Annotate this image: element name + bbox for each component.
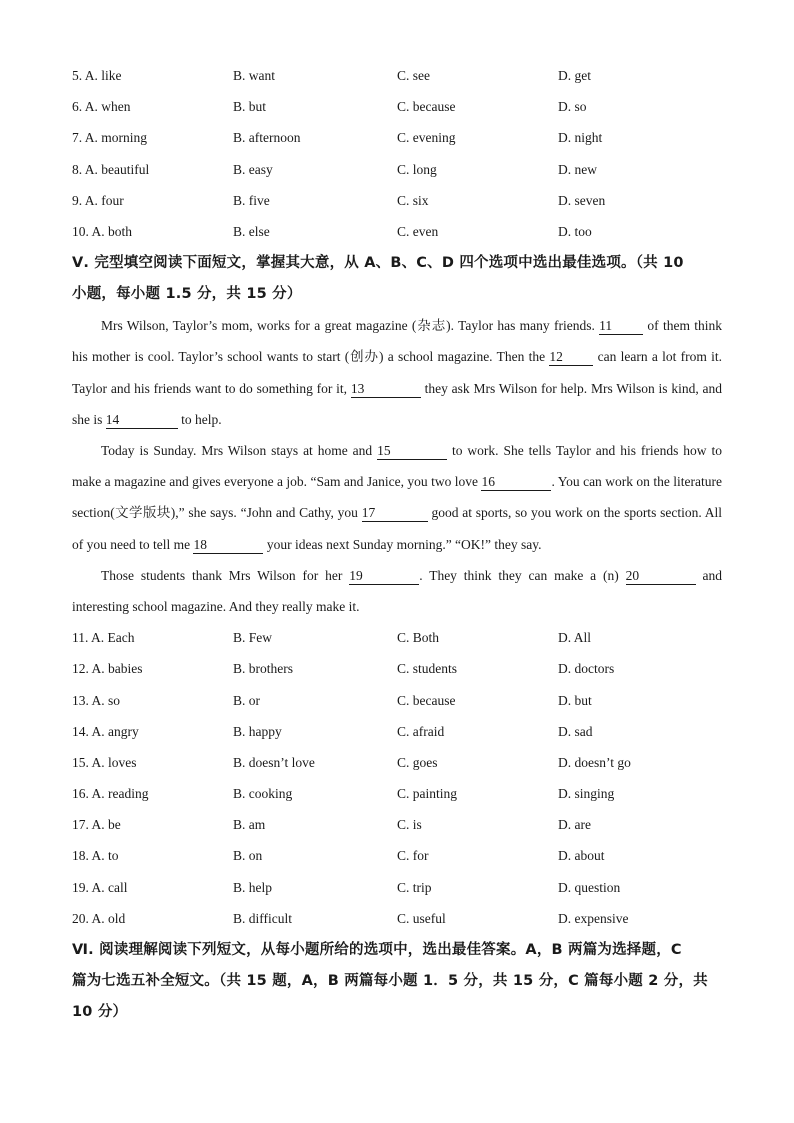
option-a: 13. A. so xyxy=(72,692,121,708)
option-c: C. Both xyxy=(397,630,440,646)
option-row xyxy=(72,622,722,653)
passage-text: can learn a lot from it. Taylor and his friends want to do something for it, xyxy=(72,349,723,396)
heading-line: 10 分） xyxy=(72,1004,128,1021)
option-b: B. but xyxy=(233,99,267,115)
option-b: B. difficult xyxy=(233,910,292,926)
passage-text: and interesting school magazine. And they really make it. xyxy=(72,567,722,614)
heading-line: Ⅴ. 完型填空阅读下面短文，掌握其大意，从 A、B、C、D 四个选项中选出最佳选项。（共 10 xyxy=(72,255,684,272)
option-c: C. for xyxy=(397,848,429,864)
blank-16: 16 xyxy=(481,474,551,491)
passage-text: . You can work on the literature section(文学版块),” she says. “John and Cathy, you xyxy=(72,474,723,521)
option-row xyxy=(72,653,722,684)
option-c: C. goes xyxy=(397,754,438,770)
section-heading-reading xyxy=(72,935,722,1028)
option-d: D. doctors xyxy=(558,661,615,677)
option-b: B. Few xyxy=(233,630,273,646)
option-a: 19. A. call xyxy=(72,879,128,895)
option-b: B. easy xyxy=(233,161,273,177)
option-d: D. sad xyxy=(558,723,593,739)
option-c: C. evening xyxy=(397,130,456,146)
option-row xyxy=(72,903,722,934)
option-row xyxy=(72,685,722,716)
option-a: 11. A. Each xyxy=(72,630,135,646)
option-a: 20. A. old xyxy=(72,910,126,926)
options-block-11-20 xyxy=(72,622,722,934)
heading-line: Ⅵ. 阅读理解阅读下列短文，从每小题所给的选项中，选出最佳答案。A，B 两篇为选择题，C xyxy=(72,942,682,959)
option-b: B. brothers xyxy=(233,661,293,677)
heading-line: 篇为七选五补全短文。（共 15 题，A，B 两篇每小题 1．5 分，共 15 分，C 篇每小题 2 分，共 xyxy=(72,973,708,990)
option-d: D. night xyxy=(558,130,603,146)
option-row xyxy=(72,840,722,871)
heading-line: 小题，每小题 1.5 分，共 15 分） xyxy=(72,286,302,303)
blank-11: 11 xyxy=(599,318,643,335)
passage-text: to help. xyxy=(177,411,222,427)
option-b: B. cooking xyxy=(233,786,293,802)
blank-20: 20 xyxy=(626,568,696,585)
passage-text: Those students thank Mrs Wilson for her xyxy=(101,567,350,583)
blank-17: 17 xyxy=(362,505,428,522)
option-b: B. am xyxy=(233,817,266,833)
option-a: 16. A. reading xyxy=(72,786,149,802)
option-a: 17. A. be xyxy=(72,817,121,833)
option-row xyxy=(72,716,722,747)
option-b: B. doesn’t love xyxy=(233,754,315,770)
option-d: D. too xyxy=(558,223,592,239)
passage-text: . They think they can make a (n) xyxy=(419,567,626,583)
option-b: B. on xyxy=(233,848,263,864)
option-row xyxy=(72,122,722,153)
option-row xyxy=(72,185,722,216)
blank-12: 12 xyxy=(549,349,593,366)
option-c: C. six xyxy=(397,192,429,208)
option-b: B. afternoon xyxy=(233,130,301,146)
option-c: C. afraid xyxy=(397,723,445,739)
passage-paragraph xyxy=(72,435,722,560)
option-a: 18. A. to xyxy=(72,848,119,864)
option-d: D. are xyxy=(558,817,591,833)
option-b: B. help xyxy=(233,879,272,895)
passage-text: they ask Mrs Wilson for help. Mrs Wilson is kind, and she is xyxy=(72,380,722,427)
option-row xyxy=(72,747,722,778)
blank-13: 13 xyxy=(351,381,421,398)
option-c: C. students xyxy=(397,661,458,677)
option-row xyxy=(72,778,722,809)
option-a: 8. A. beautiful xyxy=(72,161,150,177)
blank-14: 14 xyxy=(106,412,178,429)
option-a: 15. A. loves xyxy=(72,754,137,770)
option-c: C. long xyxy=(397,161,437,177)
option-d: D. but xyxy=(558,692,592,708)
passage-text: of them think his mother is cool. Taylor’s school wants to start (创办) a school magazine. Then the xyxy=(72,318,723,365)
passage-text: to work. She tells Taylor and his friends how to make a magazine and gives everyone a job. “Sam and Janice, you two love xyxy=(72,442,722,490)
option-d: D. about xyxy=(558,848,605,864)
option-row xyxy=(72,91,722,122)
option-d: D. singing xyxy=(558,786,615,802)
document-page xyxy=(72,60,722,1028)
option-row xyxy=(72,809,722,840)
option-d: D. question xyxy=(558,879,621,895)
option-c: C. even xyxy=(397,223,439,239)
option-a: 6. A. when xyxy=(72,99,131,115)
passage-text: Today is Sunday. Mrs Wilson stays at home and xyxy=(101,442,378,458)
option-b: B. want xyxy=(233,68,275,83)
option-b: B. or xyxy=(233,692,260,708)
option-a: 5. A. like xyxy=(72,68,122,83)
option-c: C. because xyxy=(397,692,456,708)
option-d: D. new xyxy=(558,161,597,177)
option-a: 10. A. both xyxy=(72,223,133,239)
section-heading-cloze xyxy=(72,248,722,310)
option-row xyxy=(72,154,722,185)
option-row xyxy=(72,872,722,903)
option-row xyxy=(72,216,722,247)
option-d: D. expensive xyxy=(558,910,629,926)
option-a: 12. A. babies xyxy=(72,661,143,677)
options-block-5-10 xyxy=(72,60,722,247)
option-c: C. useful xyxy=(397,910,446,926)
option-d: D. seven xyxy=(558,192,606,208)
option-d: D. so xyxy=(558,99,587,115)
option-row xyxy=(72,60,722,91)
option-d: D. get xyxy=(558,68,591,83)
blank-19: 19 xyxy=(349,568,419,585)
cloze-passage xyxy=(72,310,722,622)
passage-text: Mrs Wilson, Taylor’s mom, works for a great magazine (杂志). Taylor has many friends. xyxy=(101,318,600,334)
option-b: B. happy xyxy=(233,723,282,739)
option-b: B. five xyxy=(233,192,270,208)
option-d: D. doesn’t go xyxy=(558,754,631,770)
option-c: C. painting xyxy=(397,786,457,802)
passage-paragraph xyxy=(72,560,722,622)
option-c: C. see xyxy=(397,68,430,83)
blank-18: 18 xyxy=(193,537,263,554)
passage-paragraph xyxy=(72,310,722,435)
option-b: B. else xyxy=(233,223,270,239)
option-c: C. is xyxy=(397,817,422,833)
option-c: C. because xyxy=(397,99,456,115)
option-a: 14. A. angry xyxy=(72,723,139,739)
option-d: D. All xyxy=(558,630,592,646)
passage-text: your ideas next Sunday morning.” “OK!” they say. xyxy=(263,536,542,552)
option-a: 7. A. morning xyxy=(72,130,148,146)
blank-15: 15 xyxy=(377,443,447,460)
option-c: C. trip xyxy=(397,879,432,895)
option-a: 9. A. four xyxy=(72,192,124,208)
passage-text: good at sports, so you work on the sports section. All of you need to tell me xyxy=(72,505,722,552)
